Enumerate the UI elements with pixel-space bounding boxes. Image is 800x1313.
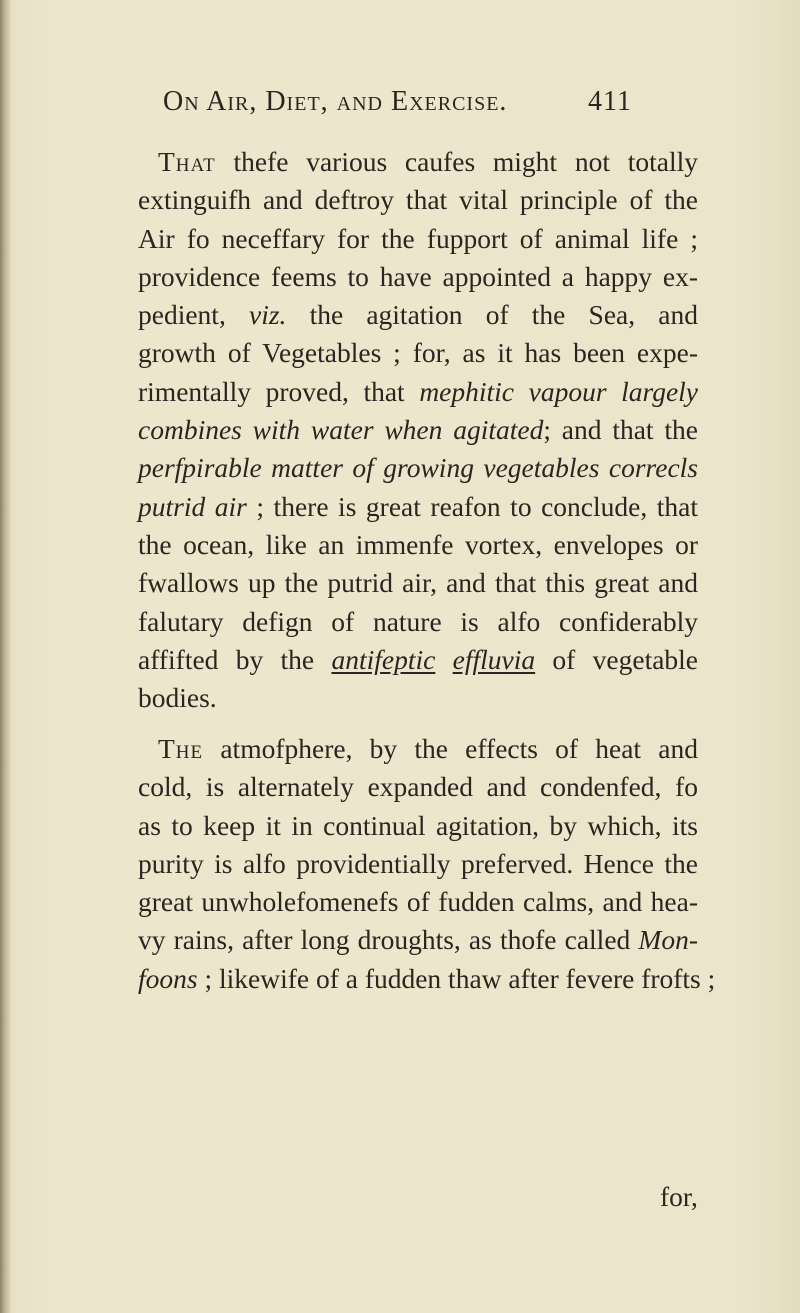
- text-line: The atmofphere, by the effects of heat and: [158, 733, 698, 764]
- text-line: vy rains, after long droughts, as thofe called Mon-: [138, 924, 698, 956]
- page-number: 411: [588, 86, 632, 117]
- text-line: perfpirable matter of growing vegetables correcls: [138, 452, 698, 484]
- text-line: fwallows up the putrid air, and that this great and: [138, 567, 698, 599]
- text-line: falutary defign of nature is alfo confiderably: [138, 605, 698, 637]
- text-line: providence feems to have appointed a happy ex-: [138, 260, 698, 292]
- text-line: as to keep it in continual agitation, by which, its: [138, 809, 698, 841]
- text-line: the ocean, like an immenfe vortex, envelopes or: [138, 528, 698, 560]
- text-line: bodies.: [138, 682, 217, 714]
- text-line: great unwholefomenefs of fudden calms, and hea-: [138, 886, 698, 918]
- text-line: That thefe various caufes might not totally: [158, 146, 698, 177]
- text-line: Air fo neceffary for the fupport of animal life ;: [138, 222, 698, 254]
- page-binding-edge: [0, 0, 10, 1313]
- text-line: pedient, viz. the agitation of the Sea, and: [138, 299, 698, 331]
- text-line: extinguifh and deftroy that vital principle of the: [138, 184, 698, 216]
- text-line: foons ; likewife of a fudden thaw after fevere frofts ;: [138, 962, 716, 994]
- text-line: purity is alfo providentially preferved. Hence the: [138, 847, 698, 879]
- paragraph-1: [138, 143, 698, 717]
- running-head-title: On Air, Diet, and Exercise.: [163, 86, 508, 117]
- text-line: growth of Vegetables ; for, as it has been expe-: [138, 337, 698, 369]
- paragraph-2: [138, 730, 716, 998]
- catchword: for,: [660, 1181, 698, 1212]
- text-line: cold, is alternately expanded and condenfed, fo: [138, 771, 698, 803]
- running-head: [163, 86, 693, 126]
- text-line: affifted by the antifeptic effluvia of vegetable: [138, 643, 699, 675]
- text-line: rimentally proved, that mephitic vapour largely: [138, 375, 698, 407]
- text-line: combines with water when agitated; and that the: [138, 414, 698, 446]
- text-line: putrid air ; there is great reafon to conclude, that: [138, 490, 698, 522]
